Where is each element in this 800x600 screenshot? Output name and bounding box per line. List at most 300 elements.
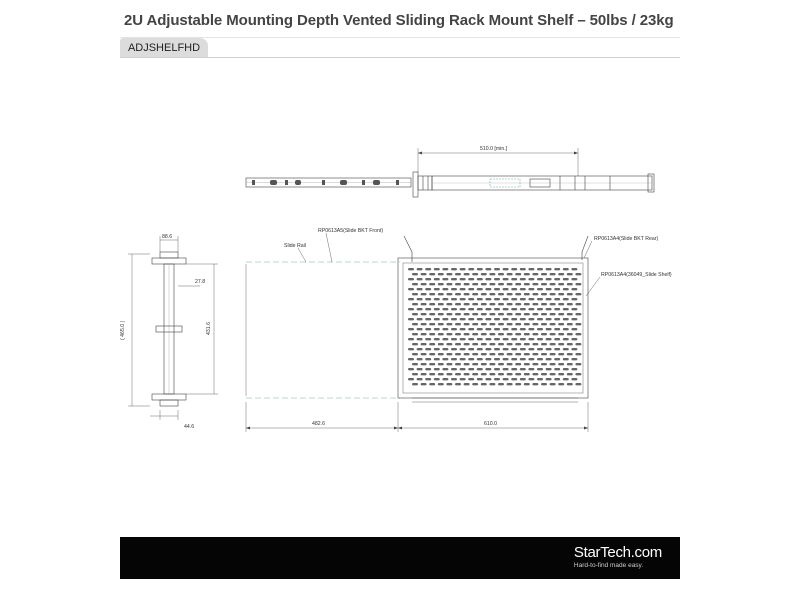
vent-slot <box>563 368 569 370</box>
vent-slot <box>477 378 483 380</box>
vent-slot <box>429 273 435 275</box>
vent-slot <box>421 353 427 355</box>
vent-slot <box>554 288 560 290</box>
vent-slot <box>485 368 491 370</box>
vent-slot <box>417 308 423 310</box>
vent-slot <box>442 318 448 320</box>
vent-slot <box>451 328 457 330</box>
vent-slot <box>528 288 534 290</box>
vent-slot <box>468 278 474 280</box>
vent-slot <box>554 268 560 270</box>
vent-slot <box>438 283 444 285</box>
vent-slot <box>550 363 556 365</box>
vent-slot <box>438 383 444 385</box>
footer-bar <box>120 537 680 579</box>
vent-slot <box>537 298 543 300</box>
vent-slot <box>460 308 466 310</box>
vent-slot <box>511 378 517 380</box>
vent-slot <box>507 313 513 315</box>
vent-slot <box>434 308 440 310</box>
vent-slot <box>520 368 526 370</box>
vent-slot <box>554 358 560 360</box>
vent-slot <box>511 298 517 300</box>
vent-slot <box>434 288 440 290</box>
vent-slot <box>412 383 418 385</box>
vent-slot <box>511 358 517 360</box>
vent-slot <box>481 363 487 365</box>
vent-slot <box>485 268 491 270</box>
vent-slot <box>408 318 414 320</box>
vent-slot <box>558 303 564 305</box>
vent-slot <box>524 343 530 345</box>
vent-slot <box>546 328 552 330</box>
vent-slot <box>550 303 556 305</box>
vent-slot <box>515 273 521 275</box>
vent-slot <box>455 353 461 355</box>
vent-slot <box>429 363 435 365</box>
vent-slot <box>537 368 543 370</box>
vent-slot <box>524 303 530 305</box>
vent-slot <box>408 288 414 290</box>
vent-slot <box>408 338 414 340</box>
vent-slot <box>511 328 517 330</box>
vent-slot <box>464 283 470 285</box>
callout-slide-shelf: RP0613A4(36049_Slide Shelf) <box>601 272 672 278</box>
vent-slot <box>446 363 452 365</box>
vent-slot <box>434 368 440 370</box>
vent-slot <box>558 383 564 385</box>
vent-slot <box>438 343 444 345</box>
vent-slot <box>524 283 530 285</box>
vent-slot <box>520 268 526 270</box>
vent-slot <box>425 268 431 270</box>
vent-slot <box>532 293 538 295</box>
vent-slot <box>575 283 581 285</box>
vent-slot <box>503 298 509 300</box>
vent-slot <box>429 323 435 325</box>
vent-slot <box>537 318 543 320</box>
vent-slot <box>558 353 564 355</box>
vent-slot <box>546 318 552 320</box>
vent-slot <box>477 338 483 340</box>
vent-slot <box>558 313 564 315</box>
vent-slot <box>417 318 423 320</box>
vent-slot <box>412 273 418 275</box>
vent-slot <box>421 283 427 285</box>
vent-slot <box>451 348 457 350</box>
vent-slot <box>477 358 483 360</box>
vent-slot <box>485 328 491 330</box>
vent-slot <box>489 293 495 295</box>
vent-slot <box>546 338 552 340</box>
vent-slot <box>554 298 560 300</box>
vent-slot <box>412 363 418 365</box>
vent-slot <box>412 313 418 315</box>
vent-slot <box>567 343 573 345</box>
vent-slot <box>464 383 470 385</box>
vent-slot <box>451 298 457 300</box>
vent-slot <box>460 318 466 320</box>
vent-slot <box>494 348 500 350</box>
vent-slot <box>429 303 435 305</box>
vent-slot <box>524 313 530 315</box>
vent-slot <box>408 308 414 310</box>
vent-slot <box>421 363 427 365</box>
vent-slot <box>515 383 521 385</box>
vent-slot <box>446 333 452 335</box>
vent-slot <box>477 318 483 320</box>
vent-slot <box>532 283 538 285</box>
vent-slot <box>532 363 538 365</box>
vent-slot <box>481 303 487 305</box>
vent-slot <box>524 383 530 385</box>
vent-slot <box>537 308 543 310</box>
vent-slot <box>412 303 418 305</box>
vent-slot <box>442 338 448 340</box>
vent-slot <box>429 353 435 355</box>
vent-slot <box>408 278 414 280</box>
vent-slot <box>575 273 581 275</box>
vent-slot <box>477 348 483 350</box>
vent-slot <box>472 283 478 285</box>
vent-slot <box>460 378 466 380</box>
vent-slot <box>434 298 440 300</box>
vent-slot <box>451 288 457 290</box>
vent-slot <box>442 358 448 360</box>
vent-slot <box>567 303 573 305</box>
vent-slot <box>442 288 448 290</box>
vent-slot <box>550 333 556 335</box>
vent-slot <box>438 293 444 295</box>
vent-slot <box>442 278 448 280</box>
vent-slot <box>446 343 452 345</box>
vent-slot <box>477 328 483 330</box>
vent-slot <box>417 288 423 290</box>
slide-rail-side-view <box>246 148 654 197</box>
vent-slot <box>537 348 543 350</box>
vent-slot <box>558 373 564 375</box>
vent-slot <box>446 373 452 375</box>
vent-slot <box>498 273 504 275</box>
vent-slot <box>515 343 521 345</box>
vent-slot <box>446 353 452 355</box>
vent-slot <box>425 318 431 320</box>
vent-slot <box>511 268 517 270</box>
vent-slot <box>528 368 534 370</box>
vent-slot <box>503 348 509 350</box>
vent-slot <box>554 368 560 370</box>
vent-slot <box>567 373 573 375</box>
vent-slot <box>554 328 560 330</box>
vent-slot <box>546 348 552 350</box>
vent-slot <box>489 303 495 305</box>
vent-slot <box>455 373 461 375</box>
vent-slot <box>451 268 457 270</box>
vent-slot <box>532 323 538 325</box>
vent-slot <box>494 308 500 310</box>
vent-slot <box>485 378 491 380</box>
vent-slot <box>455 383 461 385</box>
vent-slot <box>498 283 504 285</box>
vent-slot <box>434 318 440 320</box>
vent-slot <box>429 373 435 375</box>
vent-slot <box>541 313 547 315</box>
vent-slot <box>429 383 435 385</box>
vent-slot <box>537 338 543 340</box>
vent-slot <box>541 273 547 275</box>
vent-slot <box>481 383 487 385</box>
vent-slot <box>571 358 577 360</box>
vent-slot <box>421 293 427 295</box>
page-title: 2U Adjustable Mounting Depth Vented Sliding Rack Mount Shelf – 50lbs / 23kg <box>124 12 674 29</box>
vent-slot <box>550 283 556 285</box>
vent-slot <box>503 278 509 280</box>
vent-slot <box>528 298 534 300</box>
vent-slot <box>575 383 581 385</box>
vent-slot <box>460 328 466 330</box>
vent-slot <box>438 333 444 335</box>
vent-slot <box>498 293 504 295</box>
vent-slot <box>532 343 538 345</box>
vent-slot <box>446 283 452 285</box>
vent-slot <box>451 358 457 360</box>
vent-slot <box>507 293 513 295</box>
vent-slot <box>417 348 423 350</box>
vent-slot <box>524 373 530 375</box>
vent-slot <box>438 373 444 375</box>
vent-slot <box>412 373 418 375</box>
vent-slot <box>558 343 564 345</box>
vent-slot <box>481 353 487 355</box>
vent-slot <box>498 323 504 325</box>
vent-slot <box>550 383 556 385</box>
vent-slot <box>421 373 427 375</box>
vent-slot <box>421 303 427 305</box>
dim-foot-width: 44.6 <box>184 424 195 430</box>
vent-slot <box>494 318 500 320</box>
vent-slot <box>464 313 470 315</box>
vent-slot <box>563 358 569 360</box>
vent-slot <box>485 288 491 290</box>
vent-slot <box>425 378 431 380</box>
vent-slot <box>455 323 461 325</box>
vent-slot <box>468 378 474 380</box>
vent-slot <box>464 353 470 355</box>
vent-slot <box>563 378 569 380</box>
vent-slot <box>541 303 547 305</box>
vent-slot <box>481 343 487 345</box>
vent-slot <box>451 338 457 340</box>
vent-slot <box>541 343 547 345</box>
vent-slot <box>575 353 581 355</box>
vent-slot <box>477 368 483 370</box>
vent-slot <box>571 378 577 380</box>
vent-slot <box>468 358 474 360</box>
vent-slot <box>550 373 556 375</box>
vent-slot <box>558 333 564 335</box>
vent-slot <box>498 343 504 345</box>
vent-slot <box>524 363 530 365</box>
vent-slot <box>494 268 500 270</box>
vent-slot <box>537 278 543 280</box>
vent-slot <box>472 333 478 335</box>
vent-slot <box>511 288 517 290</box>
vent-slot <box>460 368 466 370</box>
vent-slot <box>554 318 560 320</box>
vent-slot <box>571 368 577 370</box>
vent-slot <box>438 353 444 355</box>
vent-slot <box>477 308 483 310</box>
vent-slot <box>563 268 569 270</box>
vent-slot <box>563 328 569 330</box>
vent-slot <box>485 308 491 310</box>
vent-slot <box>417 268 423 270</box>
vent-slot <box>571 298 577 300</box>
vent-slot <box>571 278 577 280</box>
vent-slot <box>520 308 526 310</box>
vent-slot <box>464 373 470 375</box>
vent-slot <box>554 378 560 380</box>
vent-slot <box>460 278 466 280</box>
vent-slot <box>421 383 427 385</box>
vent-slot <box>515 363 521 365</box>
vent-slot <box>541 373 547 375</box>
vent-slot <box>442 328 448 330</box>
vent-slot <box>532 383 538 385</box>
vent-slot <box>541 323 547 325</box>
vent-slot <box>520 358 526 360</box>
vent-slot <box>425 358 431 360</box>
sku-tab: ADJSHELFHD <box>120 38 208 58</box>
vent-slot <box>524 353 530 355</box>
vent-slot <box>541 353 547 355</box>
vent-slot <box>451 278 457 280</box>
vent-slot <box>511 368 517 370</box>
vent-slot <box>520 378 526 380</box>
vent-slot <box>546 268 552 270</box>
vent-slot <box>446 273 452 275</box>
vent-slot <box>541 293 547 295</box>
vent-slot <box>434 278 440 280</box>
vent-slot <box>485 278 491 280</box>
vent-slot <box>442 268 448 270</box>
vent-slot <box>477 298 483 300</box>
vent-slot <box>489 283 495 285</box>
vent-slot <box>429 313 435 315</box>
vent-slot <box>503 328 509 330</box>
vent-slot <box>567 353 573 355</box>
vent-slot <box>507 283 513 285</box>
vent-slot <box>563 298 569 300</box>
vent-slot <box>494 368 500 370</box>
vent-slot <box>472 313 478 315</box>
vent-slot <box>511 338 517 340</box>
vent-slot <box>511 318 517 320</box>
vent-slot <box>494 358 500 360</box>
vent-slot <box>489 333 495 335</box>
vent-slot <box>532 313 538 315</box>
vent-slot <box>498 333 504 335</box>
vent-slot <box>425 338 431 340</box>
vent-slot <box>421 323 427 325</box>
vent-slot <box>567 293 573 295</box>
vent-slot <box>451 378 457 380</box>
vent-slot <box>455 273 461 275</box>
vent-slot <box>532 273 538 275</box>
vent-slot <box>434 348 440 350</box>
vent-slot <box>468 368 474 370</box>
vent-slot <box>567 273 573 275</box>
vent-slot <box>472 353 478 355</box>
vent-slot <box>455 333 461 335</box>
vent-slot <box>503 318 509 320</box>
callout-slide-rail: Slide Rail <box>284 243 306 249</box>
vent-slot <box>550 293 556 295</box>
vent-slot <box>507 363 513 365</box>
vent-slot <box>515 283 521 285</box>
vent-slot <box>520 338 526 340</box>
vent-slot <box>472 293 478 295</box>
vent-slot <box>515 303 521 305</box>
startech-logo <box>574 544 662 569</box>
vent-slot <box>520 278 526 280</box>
vent-slot <box>515 353 521 355</box>
vent-slot <box>503 288 509 290</box>
vent-slot <box>442 308 448 310</box>
vent-slot <box>571 308 577 310</box>
vent-slot <box>472 343 478 345</box>
dim-inner-height: 431.6 <box>206 322 212 335</box>
vent-slot <box>417 328 423 330</box>
dim-offset: 27.8 <box>195 279 206 285</box>
vent-slot <box>485 348 491 350</box>
vent-slot <box>489 323 495 325</box>
dim-front-depth: 482.6 <box>312 421 325 427</box>
vent-slot <box>571 288 577 290</box>
vent-slot <box>528 278 534 280</box>
vent-slot <box>455 303 461 305</box>
vent-slot <box>472 363 478 365</box>
vent-slot <box>503 338 509 340</box>
vent-slot <box>550 353 556 355</box>
vent-slot <box>575 363 581 365</box>
vent-slot <box>451 368 457 370</box>
vent-slot <box>550 343 556 345</box>
vent-slot <box>532 353 538 355</box>
vent-slot <box>546 378 552 380</box>
vent-slot <box>481 313 487 315</box>
vent-slot <box>408 348 414 350</box>
vent-slot <box>442 378 448 380</box>
vent-slot <box>468 318 474 320</box>
vent-slot <box>528 358 534 360</box>
vent-slot <box>507 343 513 345</box>
vent-slot <box>434 378 440 380</box>
vent-slot <box>554 338 560 340</box>
vent-slot <box>571 318 577 320</box>
vent-slot <box>429 343 435 345</box>
vent-slot <box>524 293 530 295</box>
vent-slot <box>524 273 530 275</box>
vent-slot <box>425 278 431 280</box>
vent-slot <box>567 383 573 385</box>
vent-slot <box>503 358 509 360</box>
vent-slot <box>498 353 504 355</box>
vent-slot <box>446 383 452 385</box>
vent-slot <box>417 378 423 380</box>
vent-slot <box>575 373 581 375</box>
shelf-plan-view <box>246 233 600 432</box>
